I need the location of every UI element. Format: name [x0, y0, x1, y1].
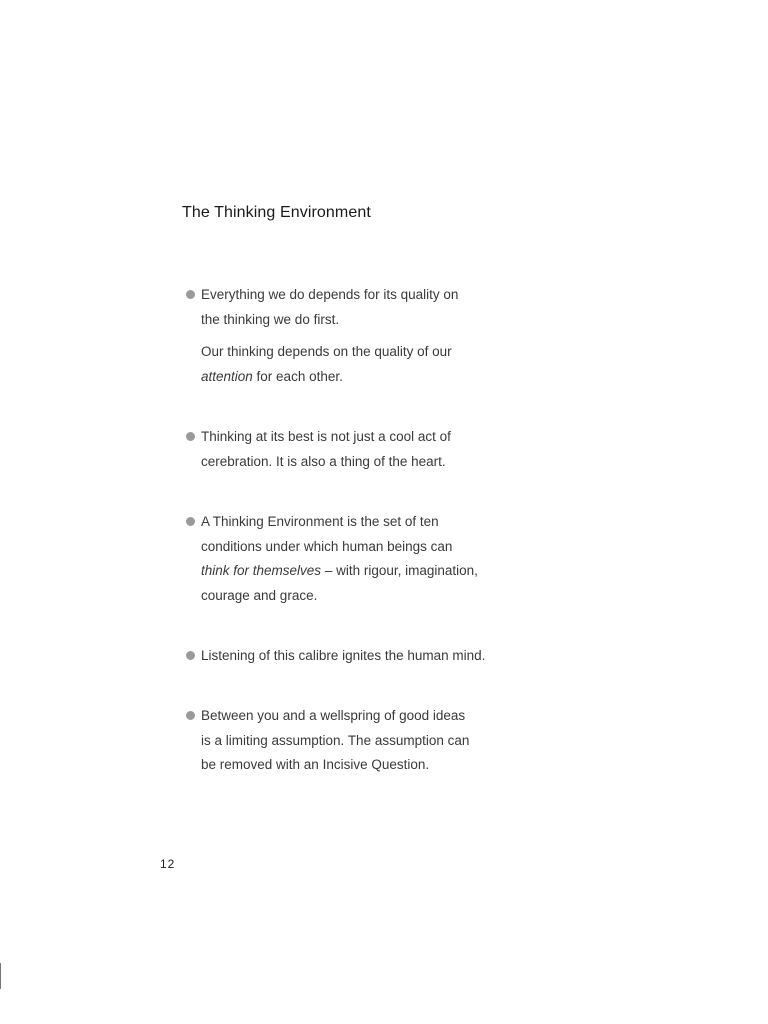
text-fragment: – with rigour, imagination,: [321, 563, 478, 578]
bullet-item-3: [186, 510, 506, 608]
text-line: the thinking we do first.: [201, 311, 340, 327]
page-title: The Thinking Environment: [182, 204, 371, 221]
bullet-paragraph: [186, 425, 506, 474]
text-line: A Thinking Environment is the set of ten: [201, 514, 439, 529]
bullet-dot-icon: [186, 290, 195, 299]
bullet-paragraph: [186, 283, 506, 332]
emphasis-text: attention: [201, 368, 253, 384]
bullet-item-2: [186, 425, 506, 474]
text-line: Our thinking depends on the quality of our: [201, 344, 452, 359]
text-line: be removed with an Incisive Question.: [201, 757, 430, 772]
bullet-paragraph: [186, 340, 506, 389]
text-line: cerebration. It is also a thing of the heart.: [201, 453, 446, 469]
text-line: Thinking at its best is not just a cool act of: [201, 429, 451, 444]
bullet-dot-icon: [186, 432, 195, 441]
bullet-item-4: [186, 644, 506, 669]
bullet-item-5: [186, 704, 506, 778]
emphasis-text: think for themselves: [201, 563, 322, 578]
text-line: is a limiting assumption. The assumption can: [201, 732, 470, 748]
text-line: Listening of this calibre ignites the human mind.: [201, 648, 486, 663]
bullet-paragraph: [186, 644, 506, 669]
bullet-dot-icon: [186, 517, 195, 526]
bullet-dot-icon: [186, 651, 195, 660]
text-line: [201, 559, 506, 584]
text-line: courage and grace.: [201, 587, 318, 603]
bullet-item-1: [186, 283, 506, 389]
text-line: Between you and a wellspring of good ideas: [201, 708, 466, 723]
bullet-paragraph: [186, 704, 506, 778]
text-line: [201, 365, 506, 390]
text-line: Everything we do depends for its quality on: [201, 287, 459, 302]
text-fragment: for each other.: [252, 368, 343, 384]
page-edge-mark: [0, 963, 1, 989]
text-line: conditions under which human beings can: [201, 538, 453, 554]
bullet-paragraph: [186, 510, 506, 608]
bullet-dot-icon: [186, 711, 195, 720]
page-number: 12: [160, 857, 176, 871]
